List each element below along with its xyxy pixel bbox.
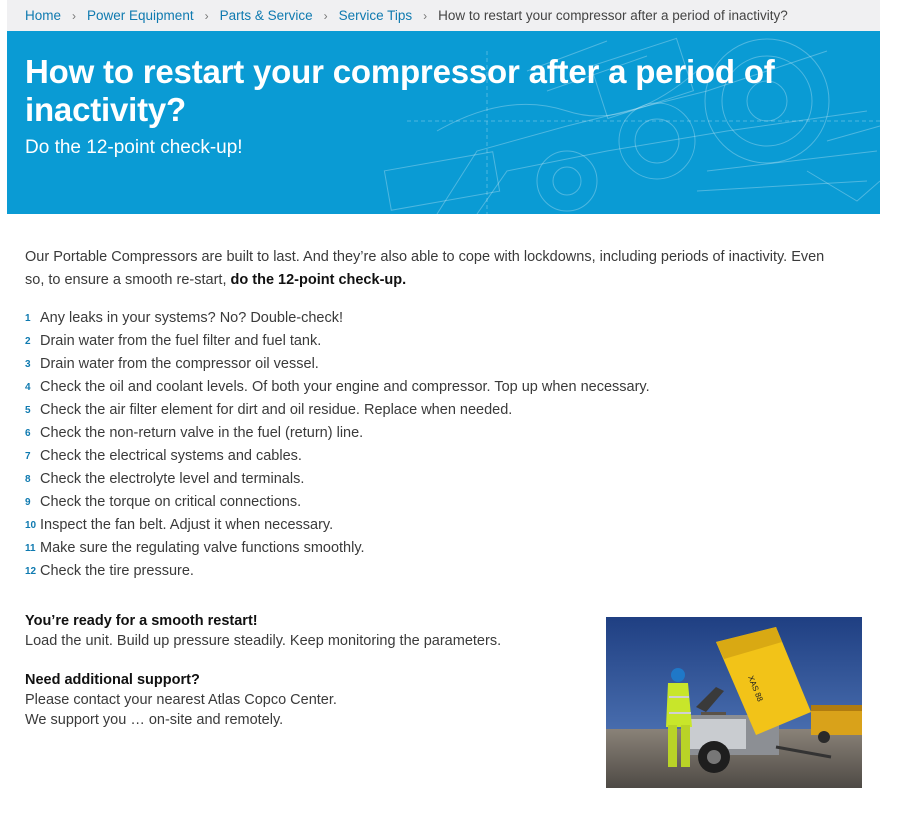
support-heading: Need additional support? bbox=[25, 672, 200, 688]
list-item bbox=[25, 445, 650, 468]
checkup-list bbox=[25, 307, 650, 583]
item-text: Check the air filter element for dirt and oil residue. Replace when needed. bbox=[40, 402, 513, 418]
page-subtitle: Do the 12-point check-up! bbox=[25, 137, 243, 158]
compressor-photo bbox=[606, 617, 862, 788]
item-text: Check the non-return valve in the fuel (return) line. bbox=[40, 425, 364, 441]
intro-paragraph bbox=[25, 246, 840, 292]
list-item bbox=[25, 514, 650, 537]
item-number: 3 bbox=[25, 359, 31, 370]
breadcrumb-current: How to restart your compressor after a period of inactivity? bbox=[438, 8, 788, 23]
intro-text: Our Portable Compressors are built to last. And they’re also able to cope with lockdowns, including periods of inactivity. Even so, to ensure a smooth re-start, bbox=[25, 249, 825, 288]
item-text: Check the oil and coolant levels. Of both your engine and compressor. Top up when necessary. bbox=[40, 379, 650, 395]
item-text: Check the torque on critical connections. bbox=[40, 494, 302, 510]
list-item bbox=[25, 399, 650, 422]
hero-banner bbox=[7, 31, 880, 214]
chevron-right-icon: › bbox=[72, 8, 77, 23]
item-text: Drain water from the fuel filter and fuel tank. bbox=[40, 333, 322, 349]
list-item bbox=[25, 422, 650, 445]
list-item bbox=[25, 376, 650, 399]
list-item bbox=[25, 491, 650, 514]
list-item bbox=[25, 330, 650, 353]
item-number: 10 bbox=[25, 520, 37, 531]
chevron-right-icon: › bbox=[423, 8, 428, 23]
item-number: 4 bbox=[25, 382, 31, 393]
item-text: Make sure the regulating valve functions smoothly. bbox=[40, 540, 365, 556]
list-item bbox=[25, 307, 650, 330]
ready-heading: You’re ready for a smooth restart! bbox=[25, 613, 258, 629]
item-number: 12 bbox=[25, 566, 37, 577]
list-item bbox=[25, 560, 650, 583]
breadcrumb-service-tips[interactable]: Service Tips bbox=[338, 8, 413, 23]
list-item bbox=[25, 537, 650, 560]
support-contact-line: Please contact your nearest Atlas Copco Center. bbox=[25, 692, 337, 708]
breadcrumb-parts-service[interactable]: Parts & Service bbox=[219, 8, 313, 23]
breadcrumb-power-equipment[interactable]: Power Equipment bbox=[87, 8, 194, 23]
item-number: 6 bbox=[25, 428, 31, 439]
intro-bold-text: do the 12-point check-up. bbox=[230, 272, 407, 288]
compressor-brand-label: XAS 88 bbox=[746, 674, 765, 703]
item-text: Drain water from the compressor oil vessel. bbox=[40, 356, 319, 372]
item-text: Check the electrolyte level and terminals. bbox=[40, 471, 305, 487]
item-text: Check the tire pressure. bbox=[40, 563, 194, 579]
support-remote-line: We support you … on-site and remotely. bbox=[25, 712, 284, 728]
page-title: How to restart your compressor after a period of inactivity? bbox=[25, 53, 775, 128]
breadcrumb-home[interactable]: Home bbox=[25, 8, 62, 23]
item-number: 9 bbox=[25, 497, 31, 508]
list-item bbox=[25, 353, 650, 376]
item-number: 7 bbox=[25, 451, 31, 462]
chevron-right-icon: › bbox=[204, 8, 209, 23]
item-number: 2 bbox=[25, 336, 31, 347]
item-number: 8 bbox=[25, 474, 31, 485]
chevron-right-icon: › bbox=[323, 8, 328, 23]
breadcrumb bbox=[7, 0, 880, 31]
item-text: Any leaks in your systems? No? Double-check! bbox=[40, 310, 344, 326]
item-text: Inspect the fan belt. Adjust it when necessary. bbox=[40, 517, 334, 533]
list-item bbox=[25, 468, 650, 491]
item-number: 1 bbox=[25, 313, 31, 324]
item-number: 11 bbox=[25, 543, 36, 554]
compressor-illustration bbox=[606, 617, 862, 788]
item-number: 5 bbox=[25, 405, 31, 416]
ready-text: Load the unit. Build up pressure steadily. Keep monitoring the parameters. bbox=[25, 633, 502, 649]
item-text: Check the electrical systems and cables. bbox=[40, 448, 302, 464]
